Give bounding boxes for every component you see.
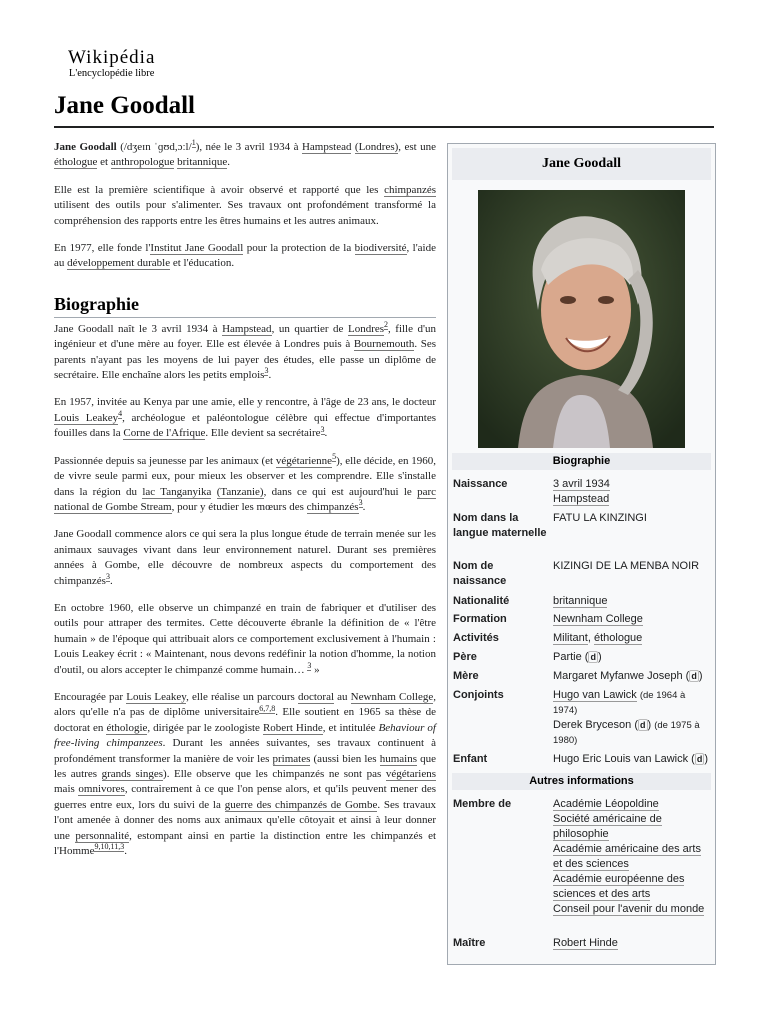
text: (aussi bien les bbox=[310, 752, 380, 765]
row-value bbox=[553, 477, 711, 507]
text: utilisent des outils pour s'alimenter. Ses travaux ont profondément transformé la compréhension des rapports entre les êtres humains et les autres animaux. bbox=[54, 199, 436, 227]
link-birth-date[interactable]: 3 avril 1934 bbox=[553, 478, 610, 490]
subject-name: Jane Goodall bbox=[54, 141, 117, 153]
text: . bbox=[268, 369, 272, 382]
text: mais bbox=[54, 783, 79, 796]
text: ), née le 3 avril 1934 à bbox=[195, 141, 302, 153]
infobox-section-autres: Autres informations bbox=[452, 773, 711, 790]
link-vegetariens[interactable]: végétariens bbox=[385, 768, 436, 780]
link-londres[interactable]: Londres bbox=[347, 322, 385, 335]
text: . Durant les années suivantes, ses travaux continuent à profondément transformer la manière de voir les bbox=[54, 737, 436, 765]
infobox-section-biographie: Biographie bbox=[452, 453, 711, 470]
ipa-text: (/dʒeɪn ˈɡʊd,ɔːl/ bbox=[120, 141, 192, 153]
text: . bbox=[227, 156, 230, 169]
ref-2[interactable]: 2 bbox=[384, 320, 389, 330]
section-heading-biographie: Biographie bbox=[54, 294, 436, 318]
row-label: Membre de bbox=[453, 798, 512, 810]
text: Encouragée par bbox=[54, 690, 127, 703]
intro-paragraph-3 bbox=[54, 241, 436, 272]
text: Jane Goodall naît le 3 avril 1934 à bbox=[54, 322, 223, 335]
spouse-name: Derek Bryceson bbox=[553, 719, 632, 731]
row-value bbox=[553, 797, 711, 917]
logo-wordmark: Wikipédia bbox=[68, 47, 156, 68]
text: ). Elle observe que les chimpanzés ne sont pas bbox=[163, 768, 386, 780]
ref-3[interactable]: 3 bbox=[307, 660, 312, 670]
wikidata-icon[interactable]: d bbox=[691, 671, 697, 681]
row-value: Margaret Myfanwe Joseph ( d ) bbox=[553, 670, 703, 682]
text: . Ses parents n'ayant pas les moyens de lui payer des études, elle passe un diplôme de secrétaire. Elle enchaîne alors les petits emplois bbox=[54, 338, 436, 382]
title-divider bbox=[54, 126, 714, 128]
link-louis-leakey[interactable]: Louis Leakey bbox=[126, 690, 187, 703]
link-robert-hinde[interactable]: Robert Hinde bbox=[553, 937, 618, 949]
row-label: Nom dans la langue maternelle bbox=[453, 512, 547, 539]
wikidata-icon[interactable]: d bbox=[696, 754, 703, 764]
row-label: Activités bbox=[453, 632, 499, 644]
row-label: Maître bbox=[453, 937, 486, 949]
text: . Elle soutient en 1965 sa thèse de doctorat en bbox=[54, 706, 436, 734]
text: que les autres bbox=[54, 752, 436, 780]
text: . bbox=[124, 845, 127, 858]
link-conseil-avenir-monde[interactable]: Conseil pour l'avenir du monde bbox=[553, 903, 705, 915]
separator: , bbox=[587, 632, 594, 644]
infobox bbox=[447, 143, 716, 965]
bio-paragraph-6 bbox=[54, 690, 436, 859]
link-humains[interactable]: humains bbox=[379, 752, 417, 765]
infobox-title: Jane Goodall bbox=[452, 148, 711, 180]
text: , et intitulée bbox=[322, 721, 379, 734]
link-developpement-durable[interactable]: développement durable bbox=[67, 257, 171, 270]
row-value: KIZINGI DE LA MENBA NOIR bbox=[553, 560, 700, 572]
ref-3[interactable]: 3 bbox=[264, 366, 269, 376]
text: . bbox=[324, 427, 328, 440]
text: au bbox=[334, 690, 351, 703]
row-value bbox=[553, 936, 711, 951]
text: Elle est la première scientifique à avoir observé et rapporté que les bbox=[54, 183, 385, 196]
text: , archéologue et paléontologue célèbre qui effectue d'importantes fouilles dans la bbox=[54, 411, 436, 440]
link-londres[interactable]: (Londres) bbox=[354, 141, 399, 153]
mother-name: Margaret Myfanwe Joseph bbox=[553, 670, 683, 682]
text: , est une bbox=[398, 141, 437, 153]
text: En octobre 1960, elle observe un chimpanzé en train de fabriquer et d'utiliser des outils pour attraper des termites. Cette découverte ébranle la définition de « l'être humain » de l'époque qui attribuait alors ce comportement exclusivement à l'humain : Louis Leakey écrit : « Maintenant, nous devons redéfinir la notion d'homme, la notion d'outil, ou alors accepter le chimpanzé comme humain… bbox=[54, 601, 436, 676]
row-label: Mère bbox=[453, 670, 479, 682]
link-militant[interactable]: Militant bbox=[553, 632, 588, 644]
link-ethologue[interactable]: éthologue bbox=[54, 156, 98, 169]
text: , alors qu'elle n'a pas de diplôme universitaire bbox=[54, 690, 436, 719]
text: . Elle devient sa secrétaire bbox=[205, 427, 321, 440]
row-label: Naissance bbox=[453, 478, 508, 490]
link-hampstead[interactable]: Hampstead bbox=[301, 141, 352, 153]
link-corne-afrique[interactable]: Corne de l'Afrique bbox=[123, 427, 206, 440]
text: , dirigée par le zoologiste bbox=[147, 721, 263, 734]
intro-paragraph-2 bbox=[54, 183, 436, 229]
row-value: Hugo van Lawick (de 1964 à 1974) Derek Bryceson ( d ) (de 1975 à 1980) bbox=[553, 689, 700, 746]
row-label: Nom de naissance bbox=[453, 560, 507, 587]
link-personnalite[interactable]: personnalité bbox=[75, 829, 130, 842]
text: et bbox=[97, 156, 111, 169]
row-value bbox=[553, 594, 711, 609]
link-britannique[interactable]: britannique bbox=[553, 595, 608, 607]
link-lac-tanganyika[interactable]: lac Tanganyika bbox=[142, 485, 212, 498]
row-value: Hugo Eric Louis van Lawick ( d ) bbox=[553, 753, 709, 765]
text: , fille d'un ingénieur et d'une mère au foyer. Elle est élevée à Londres puis à bbox=[54, 322, 436, 351]
text: Passionnée depuis sa jeunesse par les animaux (et bbox=[54, 454, 276, 467]
row-label: Nationalité bbox=[453, 595, 510, 607]
link-institut[interactable]: Institut Jane Goodall bbox=[150, 242, 244, 255]
link-hampstead[interactable]: Hampstead bbox=[222, 322, 272, 335]
wikidata-icon[interactable]: d bbox=[640, 720, 646, 730]
bio-paragraph-3 bbox=[54, 454, 436, 516]
wikipedia-logo[interactable] bbox=[68, 48, 155, 80]
ref-1[interactable]: 1 bbox=[191, 138, 196, 148]
text: Jane Goodall commence alors ce qui sera la plus longue étude de terrain menée sur les animaux sauvages vivant dans leur environnement naturel. Durant ses premières années à Gombe, elle découvre de nombreux aspects du comportement des chimpanzés bbox=[54, 528, 436, 587]
text: En 1977, elle fonde l' bbox=[54, 242, 151, 255]
text: pour la protection de la bbox=[243, 242, 355, 255]
ref-3[interactable]: 3 bbox=[358, 498, 363, 508]
text: » bbox=[311, 663, 320, 676]
text: ), elle décide, en 1960, de vivre seule parmi eux, pour mieux les observer et les comprendre. Elle s'installe dans la région du bbox=[54, 454, 436, 498]
text: En 1957, invitée au Kenya par une amie, elle y rencontre, à l'âge de 23 ans, le docteur bbox=[54, 396, 436, 409]
text: . bbox=[109, 574, 113, 587]
text: . Ses travaux l'ont amenée à donner des noms aux animaux qu'elle côtoyait et ainsi à leur donner une bbox=[54, 798, 437, 842]
row-value: Partie ( d ) bbox=[553, 651, 602, 663]
link-ethologie[interactable]: éthologie bbox=[106, 721, 148, 734]
article-body bbox=[54, 140, 436, 871]
portrait-illustration bbox=[478, 190, 685, 448]
ref-3[interactable]: 3 bbox=[320, 424, 325, 434]
text: , estompant ainsi en partie la distinction entre les chimpanzés et l'Homme bbox=[54, 829, 437, 858]
text: . bbox=[362, 500, 366, 513]
ref-3[interactable]: 3 bbox=[105, 571, 110, 581]
link-newnham-college[interactable]: Newnham College bbox=[553, 613, 643, 625]
link-academie-americaine[interactable]: Académie américaine des arts et des sciences bbox=[553, 843, 701, 870]
link-societe-americaine-philosophie[interactable]: Société américaine de philosophie bbox=[553, 813, 662, 840]
link-biodiversite[interactable]: biodiversité bbox=[354, 242, 407, 255]
ref-9-10-11-3[interactable]: 9,10,11,3 bbox=[94, 842, 125, 852]
link-tanzanie[interactable]: (Tanzanie) bbox=[216, 485, 264, 498]
link-doctoral[interactable]: doctoral bbox=[297, 690, 335, 703]
text: , contrairement à ce que l'on pense alors, et qu'ils peuvent mener des guerres entre eux, lors du suivi de la bbox=[54, 783, 436, 811]
link-gombe-stream[interactable]: parc national de Gombe Stream bbox=[54, 485, 437, 513]
row-label: Enfant bbox=[453, 753, 488, 765]
text: , elle réalise un parcours bbox=[186, 690, 298, 703]
link-hugo-van-lawick[interactable]: Hugo van Lawick bbox=[553, 689, 637, 701]
link-omnivores[interactable]: omnivores bbox=[78, 783, 125, 796]
portrait-photo[interactable] bbox=[478, 190, 685, 448]
link-chimpanzes[interactable]: chimpanzés bbox=[384, 183, 436, 196]
link-vegetarienne[interactable]: végétarienne bbox=[275, 454, 333, 467]
bio-paragraph-5 bbox=[54, 601, 436, 678]
father-name: Partie bbox=[553, 651, 582, 663]
link-grands-singes[interactable]: grands singes bbox=[101, 768, 164, 780]
ref-4[interactable]: 4 bbox=[118, 409, 123, 419]
row-label: Formation bbox=[453, 613, 507, 625]
link-academie-europeenne[interactable]: Académie européenne des sciences et des arts bbox=[553, 873, 685, 900]
logo-tagline: L'encyclopédie libre bbox=[68, 68, 155, 79]
thesis-title: Behaviour of free-living chimpanzees bbox=[54, 721, 436, 750]
link-louis-leakey[interactable]: Louis Leakey bbox=[54, 411, 119, 424]
text: et l'éducation. bbox=[170, 257, 235, 270]
ref-6-7-8[interactable]: 6,7,8 bbox=[259, 703, 276, 713]
row-label: Père bbox=[453, 651, 477, 663]
page-title: Jane Goodall bbox=[54, 92, 195, 119]
link-chimpanzes[interactable]: chimpanzés bbox=[306, 500, 359, 513]
link-bournemouth[interactable]: Bournemouth bbox=[353, 338, 415, 351]
link-robert-hinde[interactable]: Robert Hinde bbox=[262, 721, 323, 734]
link-anthropologue[interactable]: anthropologue bbox=[110, 156, 175, 169]
link-guerre-gombe[interactable]: guerre des chimpanzés de Gombe bbox=[224, 798, 378, 811]
link-primates[interactable]: primates bbox=[272, 752, 311, 765]
link-birth-place[interactable]: Hampstead bbox=[553, 493, 610, 505]
link-ethologue[interactable]: éthologue bbox=[593, 632, 643, 644]
spouse-dates: (de 1975 à 1980) bbox=[553, 720, 700, 746]
text: , l'aide au bbox=[54, 242, 436, 270]
row-value bbox=[553, 631, 711, 646]
ref-5[interactable]: 5 bbox=[332, 452, 337, 462]
link-newnham-college[interactable]: Newnham College bbox=[350, 690, 434, 703]
link-britannique[interactable]: britannique bbox=[177, 156, 228, 169]
bio-paragraph-4 bbox=[54, 527, 436, 589]
intro-paragraph-1 bbox=[54, 140, 436, 171]
spouse-dates: (de 1964 à 1974) bbox=[553, 690, 686, 716]
row-label: Conjoints bbox=[453, 689, 504, 701]
child-name: Hugo Eric Louis van Lawick bbox=[553, 753, 689, 765]
wikidata-icon[interactable]: d bbox=[590, 652, 596, 662]
bio-paragraph-2 bbox=[54, 395, 436, 441]
text: , pour y étudier les mœurs des bbox=[171, 500, 307, 513]
link-academie-leopoldine[interactable]: Académie Léopoldine bbox=[553, 798, 659, 810]
bio-paragraph-1 bbox=[54, 322, 436, 384]
row-value bbox=[553, 612, 711, 627]
row-value: FATU LA KINZINGI bbox=[553, 512, 647, 524]
text: , dans ce qui est aujourd'hui le bbox=[263, 485, 418, 498]
text: , un quartier de bbox=[271, 322, 348, 335]
